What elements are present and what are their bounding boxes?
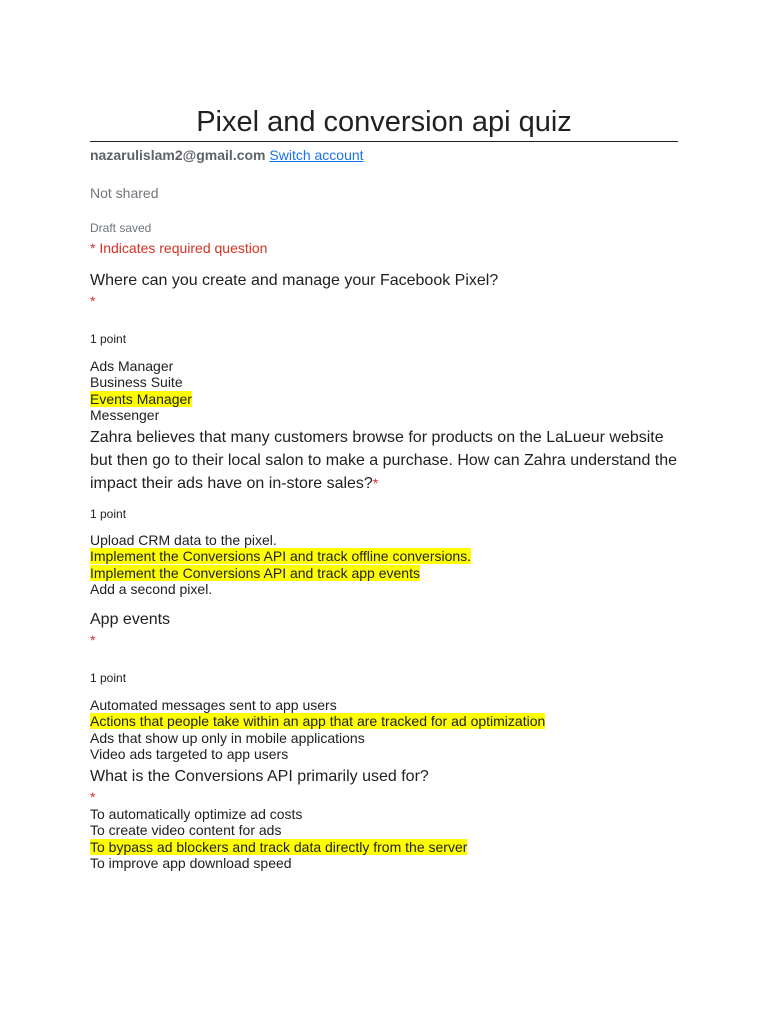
option-business-suite[interactable] [90, 374, 678, 390]
option-video-content[interactable] [90, 822, 678, 838]
option-bypass-blockers[interactable] [90, 839, 678, 855]
option-events-manager[interactable] [90, 391, 678, 407]
option-label: Ads that show up only in mobile applications [90, 729, 365, 746]
required-asterisk: * [372, 475, 379, 491]
question-1 [90, 269, 678, 424]
question-3-text: App events [90, 611, 171, 628]
save-status: Draft saved [90, 221, 152, 235]
option-automated-messages[interactable] [90, 697, 678, 713]
option-in-app-actions[interactable] [90, 713, 678, 729]
switch-account-link[interactable]: Switch account [269, 147, 364, 163]
option-label: Upload CRM data to the pixel. [90, 532, 277, 548]
options-list [90, 358, 678, 424]
option-mobile-only-ads[interactable] [90, 730, 678, 746]
shared-status: Not shared [90, 185, 159, 201]
option-label: To bypass ad blockers and track data directly from the server [90, 838, 468, 855]
option-label: Video ads targeted to app users [90, 746, 289, 763]
option-video-ads[interactable] [90, 746, 678, 762]
option-label: To automatically optimize ad costs [90, 806, 303, 822]
option-label: Implement the Conversions API and track offline conversions. [90, 548, 472, 565]
option-label: Events Manager [90, 390, 192, 407]
title-divider [90, 141, 678, 142]
form-title: Pixel and conversion api quiz [196, 106, 572, 138]
account-email: nazarulislam2@gmail.com [90, 147, 266, 163]
question-4 [90, 765, 678, 872]
option-optimize-costs[interactable] [90, 806, 678, 822]
option-label: Automated messages sent to app users [90, 697, 337, 713]
question-points: 1 point [90, 507, 127, 521]
question-1-text: Where can you create and manage your Facebook Pixel? [90, 272, 499, 289]
option-upload-crm[interactable] [90, 532, 678, 548]
option-label: Business Suite [90, 374, 183, 391]
required-asterisk: * [90, 293, 96, 309]
option-second-pixel[interactable] [90, 581, 678, 597]
option-messenger[interactable] [90, 407, 678, 423]
options-list [90, 697, 678, 763]
question-text: Zahra believes that many customers browse for products on the LaLueur website but then go to their local salon to make a purchase. How can Zahra understand the impact their ads have on in-store sales? [90, 429, 678, 492]
option-label: Ads Manager [90, 358, 174, 374]
option-label: To create video content for ads [90, 822, 282, 839]
option-label: To improve app download speed [90, 855, 292, 872]
option-ads-manager[interactable] [90, 358, 678, 374]
required-note: * Indicates required question [90, 240, 268, 256]
option-capi-offline[interactable] [90, 548, 678, 564]
account-line [90, 147, 364, 163]
options-list [90, 532, 678, 598]
question-3 [90, 608, 678, 763]
question-2-text [90, 426, 678, 495]
question-4-text: What is the Conversions API primarily used for? [90, 768, 429, 785]
option-label: Messenger [90, 407, 160, 424]
option-label: Add a second pixel. [90, 581, 213, 598]
question-points: 1 point [90, 332, 127, 346]
required-asterisk: * [90, 632, 96, 648]
option-label: Implement the Conversions API and track app events [90, 564, 420, 581]
required-asterisk: * [90, 789, 96, 805]
options-list [90, 806, 678, 872]
question-2 [90, 426, 678, 598]
question-points: 1 point [90, 671, 127, 685]
option-capi-app-events[interactable] [90, 565, 678, 581]
option-label: Actions that people take within an app that are tracked for ad optimization [90, 713, 546, 730]
option-app-download-speed[interactable] [90, 855, 678, 871]
